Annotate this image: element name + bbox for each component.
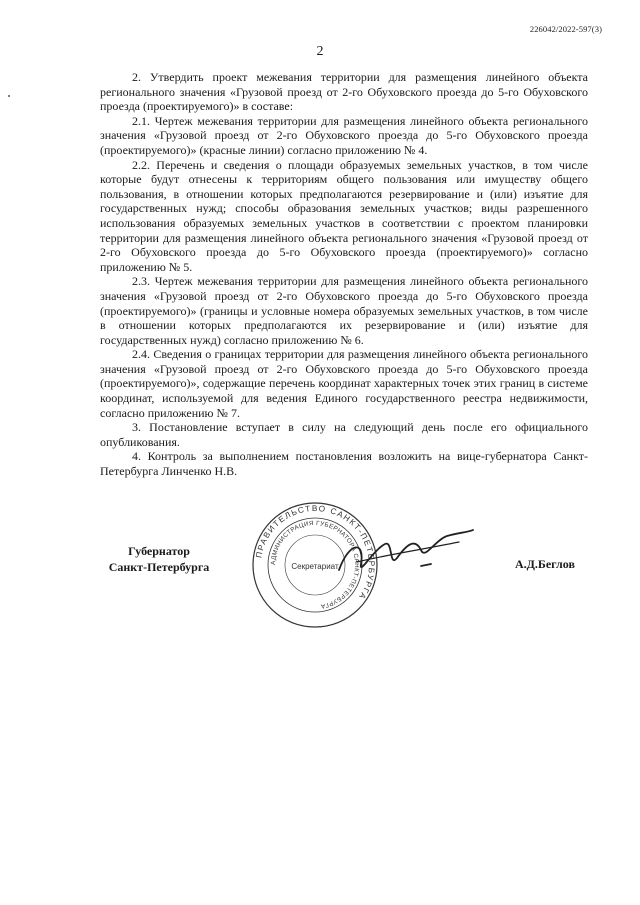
handwritten-signature: [335, 520, 475, 590]
seal-center-text: Секретариат: [291, 562, 339, 571]
paragraph-item-2-2: 2.2. Перечень и сведения о площади образуемых земельных участков, в том числе которые будут отнесены к территориям общего пользования или имуществу общего пользования, в отношении которых предполагаются резервирование и (или) изъятие для государственных нужд; способы образования земельных участков; виды разрешенного использования образуемых земельных участков в соответствии с проектом планировки территории для размещения линейного объекта регионального значения «Грузовой проезд от 2-го Обуховского проезда до 5-го Обуховского проезда (проектируемого)» согласно приложению № 5.: [100, 157, 588, 274]
margin-mark: [8, 95, 10, 97]
document-id: 226042/2022-597(3): [529, 24, 602, 34]
page-number: 2: [316, 44, 324, 59]
signatory-name: А.Д.Беглов: [515, 557, 575, 571]
paragraph-item-2: 2. Утвердить проект межевания территории для размещения линейного объекта регионального значения «Грузовой проезд от 2-го Обуховского проезда до 5-го Обуховского проезда (проектируемого)» в составе:: [100, 70, 588, 114]
position-line-1: Губернатор: [128, 544, 190, 558]
position-line-2: Санкт-Петербурга: [108, 560, 210, 574]
paragraph-item-3: 3. Постановление вступает в силу на следующий день после его официального опубликования.: [100, 420, 588, 449]
paragraph-item-2-3: 2.3. Чертеж межевания территории для размещения линейного объекта регионального значения «Грузовой проезд от 2-го Обуховского проезда до 5-го Обуховского проезда (проектируемого)» (границы и условные номера образуемых земельных участков, в том числе в отношении которых предполагаются их резервирование и (или) изъятие для государственных нужд) согласно приложению № 6.: [100, 274, 588, 347]
signatory-position: [104, 543, 214, 575]
seal-outer-text: ПРАВИТЕЛЬСТВО САНКТ-ПЕТЕРБУРГА: [254, 503, 377, 602]
document-body: [100, 70, 588, 479]
paragraph-item-2-4: 2.4. Сведения о границах территории для размещения линейного объекта регионального значения «Грузовой проезд от 2-го Обуховского проезда до 5-го Обуховского проезда (проектируемого)», содержащие перечень координат характерных точек этих границ в системе координат, используемой для ведения Единого государственного реестра недвижимости, согласно приложению № 7.: [100, 347, 588, 420]
seal-inner-text: АДМИНИСТРАЦИЯ ГУБЕРНАТОРА САНКТ-ПЕТЕРБУРГА: [269, 519, 361, 610]
paragraph-item-2-1: 2.1. Чертеж межевания территории для размещения линейного объекта регионального значения «Грузовой проезд от 2-го Обуховского проезда до 5-го Обуховского проезда (проектируемого)» (красные линии) согласно приложению № 4.: [100, 113, 588, 157]
paragraph-item-4: 4. Контроль за выполнением постановления возложить на вице-губернатора Санкт-Петербурга Линченко Н.В.: [100, 449, 588, 479]
